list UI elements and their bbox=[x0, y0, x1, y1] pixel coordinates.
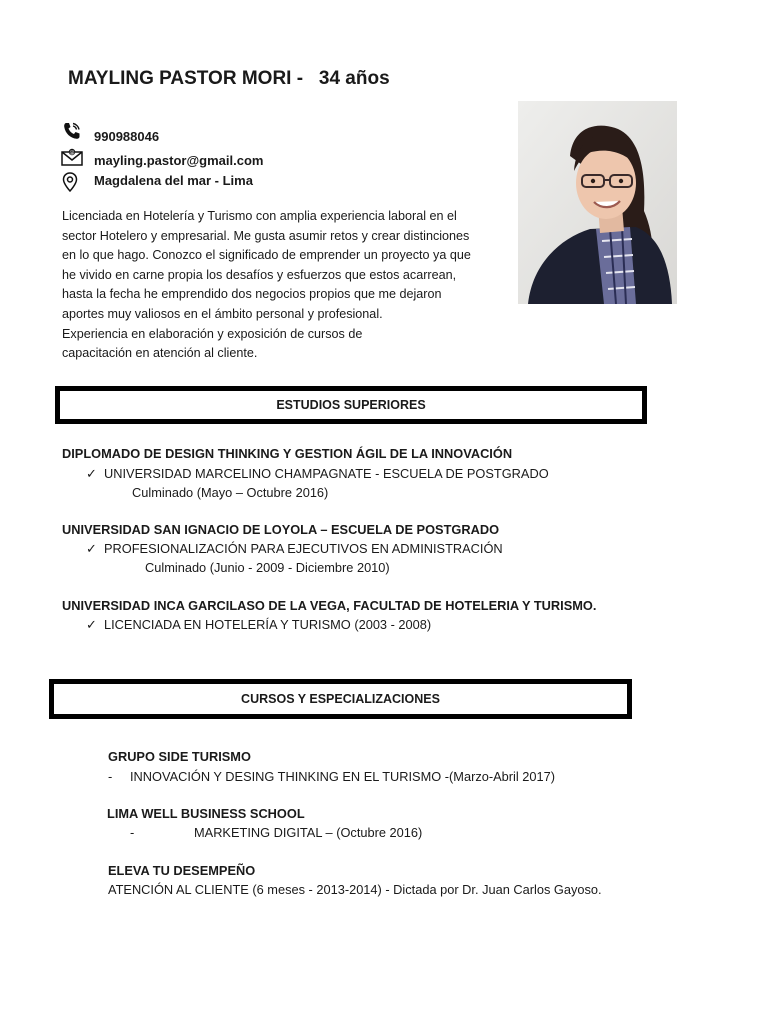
profile-photo bbox=[518, 101, 677, 304]
summary-line: Licenciada en Hotelería y Turismo con amplia experiencia laboral en el bbox=[62, 209, 457, 223]
study-status: Culminado (Junio - 2009 - Diciembre 2010) bbox=[145, 560, 390, 575]
checkmark-icon: ✓ bbox=[86, 617, 97, 632]
courses-section-header bbox=[49, 679, 632, 719]
study-title: UNIVERSIDAD INCA GARCILASO DE LA VEGA, FACULTAD DE HOTELERIA Y TURISMO. bbox=[62, 598, 597, 613]
course-organization: LIMA WELL BUSINESS SCHOOL bbox=[107, 806, 305, 821]
summary-line: en lo que hago. Conozco el significado de emprender un proyecto ya que bbox=[62, 248, 471, 263]
course-name: ATENCIÓN AL CLIENTE (6 meses - 2013-2014) - Dictada por Dr. Juan Carlos Gayoso. bbox=[108, 882, 602, 897]
checkmark-icon: ✓ bbox=[86, 541, 97, 556]
course-organization: GRUPO SIDE TURISMO bbox=[108, 749, 251, 764]
summary-line: Experiencia en elaboración y exposición de cursos de bbox=[62, 326, 363, 341]
study-detail: ✓ PROFESIONALIZACIÓN PARA EJECUTIVOS EN ADMINISTRACIÓN bbox=[86, 541, 503, 556]
study-status: Culminado (Mayo – Octubre 2016) bbox=[132, 485, 329, 500]
phone-icon bbox=[62, 121, 82, 141]
location-pin-icon bbox=[62, 172, 82, 192]
phone-number: 990988046 bbox=[94, 129, 160, 144]
study-detail: ✓ LICENCIADA EN HOTELERÍA Y TURISMO (2003 - 2008) bbox=[86, 617, 432, 632]
summary-line: he vivido en carne propia los desafíos y esfuerzos que estos acarrean, bbox=[62, 267, 457, 282]
profile-summary bbox=[62, 207, 512, 364]
course-name: MARKETING DIGITAL – (Octubre 2016) bbox=[194, 825, 423, 840]
summary-line: aportes muy valiosos en el ámbito personal y profesional. bbox=[62, 306, 383, 321]
studies-heading: ESTUDIOS SUPERIORES bbox=[276, 398, 426, 412]
course-bullet: - bbox=[108, 769, 113, 784]
course-organization: ELEVA TU DESEMPEÑO bbox=[108, 863, 256, 878]
study-title: DIPLOMADO DE DESIGN THINKING Y GESTION ÁGIL DE LA INNOVACIÓN bbox=[62, 446, 513, 461]
checkmark-icon: ✓ bbox=[86, 466, 97, 481]
studies-section-header bbox=[55, 386, 647, 424]
svg-text:@: @ bbox=[69, 150, 75, 156]
summary-line: hasta la fecha he emprendido dos negocios propios que me dejaron bbox=[62, 287, 442, 302]
email-address: mayling.pastor@gmail.com bbox=[94, 153, 264, 168]
location-text: Magdalena del mar - Lima bbox=[94, 173, 253, 188]
study-detail: ✓ UNIVERSIDAD MARCELINO CHAMPAGNATE - ESCUELA DE POSTGRADO bbox=[86, 466, 549, 481]
envelope-icon bbox=[61, 147, 83, 167]
summary-line: sector Hotelero y empresarial. Me gusta asumir retos y crear distinciones bbox=[62, 228, 470, 243]
candidate-name: MAYLING PASTOR MORI - 34 años bbox=[68, 68, 390, 89]
courses-heading: CURSOS Y ESPECIALIZACIONES bbox=[241, 692, 440, 706]
study-title: UNIVERSIDAD SAN IGNACIO DE LOYOLA – ESCUELA DE POSTGRADO bbox=[62, 522, 500, 537]
course-name: INNOVACIÓN Y DESING THINKING EN EL TURISMO -(Marzo-Abril 2017) bbox=[130, 769, 555, 784]
course-bullet: - bbox=[130, 825, 135, 840]
summary-line: capacitación en atención al cliente. bbox=[62, 346, 258, 361]
